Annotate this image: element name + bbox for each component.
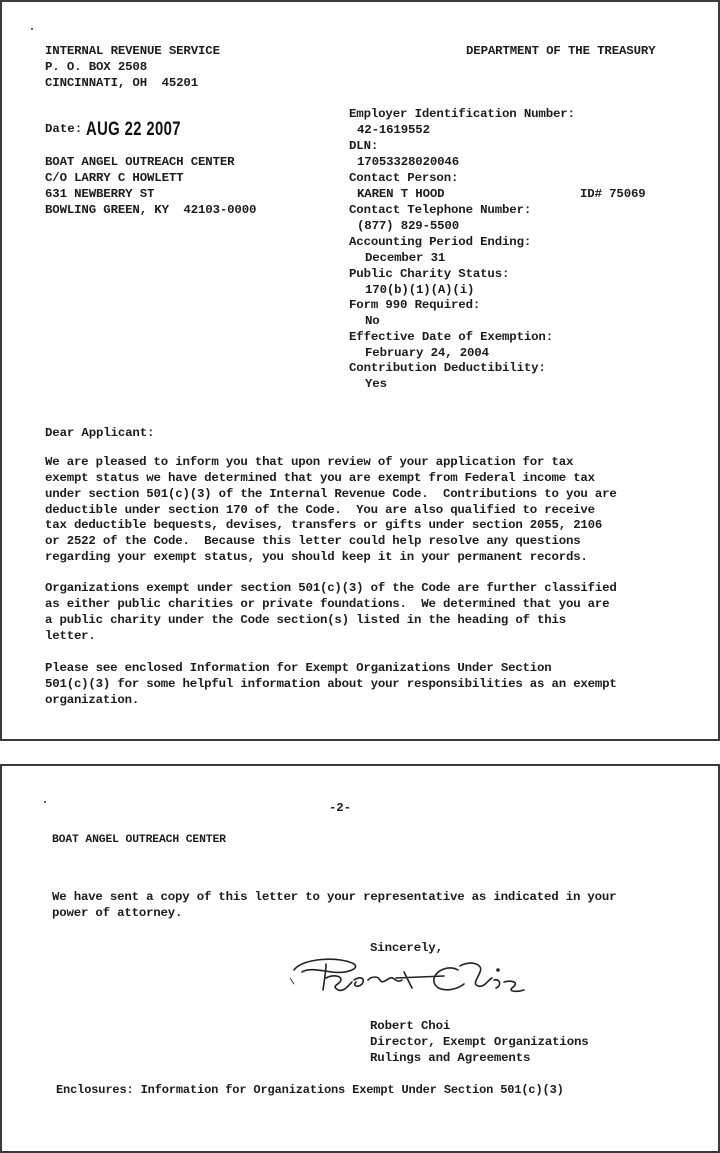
phone-value: (877) 829-5500 bbox=[357, 219, 459, 233]
paragraph-line: letter. bbox=[45, 629, 96, 643]
recipient-line-2: C/O LARRY C HOWLETT bbox=[45, 171, 184, 185]
paragraph-line: tax deductible bequests, devises, transfers or gifts under section 2055, 2106 bbox=[45, 518, 603, 532]
signer-title-2: Rulings and Agreements bbox=[370, 1051, 531, 1065]
sender-line-2: P. O. BOX 2508 bbox=[45, 60, 147, 74]
phone-label: Contact Telephone Number: bbox=[349, 203, 532, 217]
contact-label: Contact Person: bbox=[349, 171, 459, 185]
page2-paragraph-line: We have sent a copy of this letter to your representative as indicated in your bbox=[52, 890, 617, 904]
salutation: Dear Applicant: bbox=[45, 426, 155, 440]
paragraph-line: We are pleased to inform you that upon review of your application for tax bbox=[45, 455, 574, 469]
paragraph-line: regarding your exempt status, you should keep it in your permanent records. bbox=[45, 550, 588, 564]
page-number: -2- bbox=[329, 801, 351, 815]
page2-paragraph-line: power of attorney. bbox=[52, 906, 183, 920]
recipient-line-4: BOWLING GREEN, KY 42103-0000 bbox=[45, 203, 257, 217]
paragraph-line: deductible under section 170 of the Code. You are also qualified to receive bbox=[45, 503, 595, 517]
sender-line-1: INTERNAL REVENUE SERVICE bbox=[45, 44, 220, 58]
deduct-label: Contribution Deductibility: bbox=[349, 361, 546, 375]
scan-speck bbox=[31, 28, 33, 30]
department-header: DEPARTMENT OF THE TREASURY bbox=[466, 44, 656, 58]
paragraph-line: 501(c)(3) for some helpful information about your responsibilities as an exempt bbox=[45, 677, 617, 691]
paragraph-line: exempt status we have determined that you are exempt from Federal income tax bbox=[45, 471, 595, 485]
enclosures-line: Enclosures: Information for Organizations Exempt Under Section 501(c)(3) bbox=[56, 1083, 564, 1097]
sender-line-3: CINCINNATI, OH 45201 bbox=[45, 76, 198, 90]
page2-org-name: BOAT ANGEL OUTREACH CENTER bbox=[52, 834, 226, 846]
date-label: Date: bbox=[45, 122, 83, 136]
period-value: December 31 bbox=[365, 251, 446, 265]
signature bbox=[288, 950, 548, 1005]
paragraph-line: under section 501(c)(3) of the Internal Revenue Code. Contributions to you are bbox=[45, 487, 617, 501]
date-stamp: AUG 22 2007 bbox=[86, 119, 181, 140]
effective-label: Effective Date of Exemption: bbox=[349, 330, 553, 344]
recipient-line-3: 631 NEWBERRY ST bbox=[45, 187, 155, 201]
ein-value: 42-1619552 bbox=[357, 123, 430, 137]
paragraph-line: Organizations exempt under section 501(c)(3) of the Code are further classified bbox=[45, 581, 617, 595]
closing: Sincerely, bbox=[370, 941, 443, 955]
signer-title-1: Director, Exempt Organizations bbox=[370, 1035, 589, 1049]
deduct-value: Yes bbox=[365, 377, 387, 391]
ein-label: Employer Identification Number: bbox=[349, 107, 575, 121]
signer-name: Robert Choi bbox=[370, 1019, 451, 1033]
form990-value: No bbox=[365, 314, 380, 328]
effective-value: February 24, 2004 bbox=[365, 346, 489, 360]
paragraph-line: Please see enclosed Information for Exempt Organizations Under Section bbox=[45, 661, 552, 675]
charity-value: 170(b)(1)(A)(i) bbox=[365, 283, 475, 297]
paragraph-line: or 2522 of the Code. Because this letter could help resolve any questions bbox=[45, 534, 581, 548]
signature-image bbox=[288, 950, 548, 1000]
paragraph-line: organization. bbox=[45, 693, 140, 707]
paragraph-line: a public charity under the Code section(s) listed in the heading of this bbox=[45, 613, 566, 627]
dln-value: 17053328020046 bbox=[357, 155, 459, 169]
charity-label: Public Charity Status: bbox=[349, 267, 510, 281]
form990-label: Form 990 Required: bbox=[349, 298, 481, 312]
period-label: Accounting Period Ending: bbox=[349, 235, 532, 249]
dln-label: DLN: bbox=[349, 139, 379, 153]
contact-id: ID# 75069 bbox=[580, 187, 646, 201]
contact-value: KAREN T HOOD bbox=[357, 187, 445, 201]
signature-dot bbox=[496, 968, 500, 972]
paragraph-line: as either public charities or private foundations. We determined that you are bbox=[45, 597, 610, 611]
recipient-line-1: BOAT ANGEL OUTREACH CENTER bbox=[45, 155, 235, 169]
scan-speck bbox=[44, 801, 46, 803]
